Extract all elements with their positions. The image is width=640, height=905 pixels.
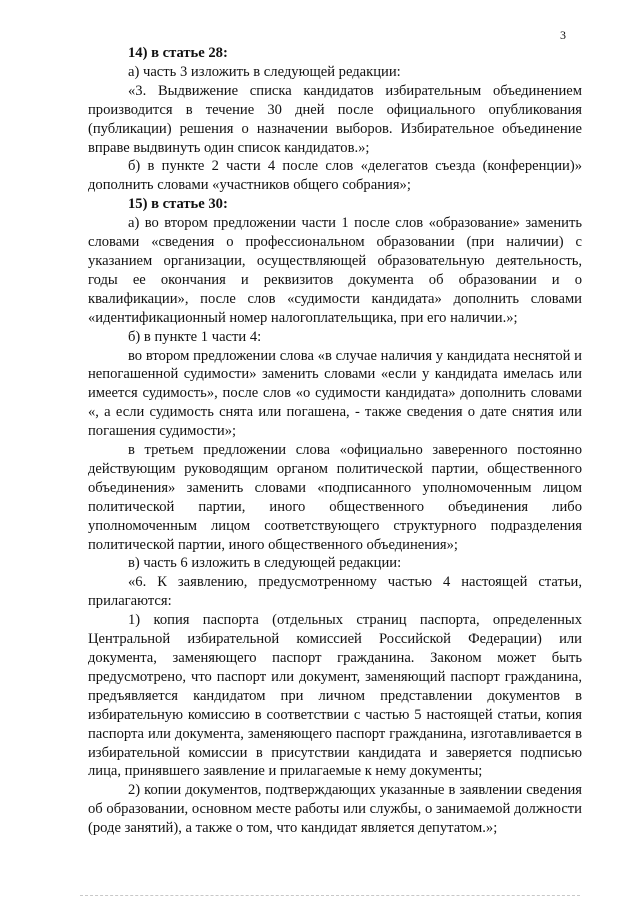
paragraph: б) в пункте 2 части 4 после слов «делегатов съезда (конференции)» дополнить словами «участников общего собрания»; [88, 158, 582, 194]
paragraph: в) часть 6 изложить в следующей редакции: [128, 555, 402, 572]
scan-edge-line [80, 895, 580, 897]
article-30-heading: 15) в статье 30: [128, 196, 228, 213]
paragraph: в третьем предложении слова «официально заверенного постоянно действующим руководящим органом политической партии, общественного объединения» заменить словами «подписанного уполномоченным лицом политической партии, иного общественного объединения либо уполномоченным лицом соответствующего структурного подразделения политической партии, иного общественного объединения»; [88, 442, 582, 553]
page-number: 3 [560, 28, 566, 42]
document-body [88, 44, 582, 838]
article-28-heading: 14) в статье 28: [128, 45, 228, 61]
paragraph: «3. Выдвижение списка кандидатов избирательным объединением производится в течение 30 дней после официального опубликования (публикации) решения о назначении выборов. Избирательное объединение вправе выдвинуть один список кандидатов.»; [88, 82, 582, 156]
paragraph: а) часть 3 изложить в следующей редакции: [128, 63, 401, 80]
paragraph: а) во втором предложении части 1 после слов «образование» заменить словами «сведения о профессиональном образовании (при наличии) с указанием организации, осуществляющей образовательную деятельность, годы ее окончания и реквизитов документа об образовании и о квалификации», после слов «судимости кандидата» дополнить словами «идентификационный номер налогоплательщика, при его наличии.»; [88, 215, 582, 326]
paragraph: б) в пункте 1 части 4: [128, 328, 262, 345]
paragraph: во втором предложении слова «в случае наличия у кандидата неснятой и непогашенной судимости» заменить словами «если у кандидата имелась или имеется судимость», после слов «о судимости кандидата» дополнить словами «, а если судимость снята или погашена, - также сведения о дате снятия или погашения судимости»; [88, 347, 582, 440]
paragraph: «6. К заявлению, предусмотренному частью 4 настоящей статьи, прилагаются: [88, 574, 582, 610]
paragraph: 1) копия паспорта (отдельных страниц паспорта, определенных Центральной избирательной комиссией Российской Федерации) или документа, заменяющего паспорт гражданина. Законом может быть предусмотрено, что паспорт или документ, заменяющий паспорт гражданина, предъявляется кандидатом при личном представлении документов в избирательную комиссию в соответствии с частью 5 настоящей статьи, копия паспорта или документа, заменяющего паспорт гражданина, изготавливается в избирательной комиссии в присутствии кандидата и заверяется подписью лица, принявшего заявление и прилагаемые к нему документы; [88, 612, 582, 780]
paragraph: 2) копии документов, подтверждающих указанные в заявлении сведения об образовании, основном месте работы или службы, о занимаемой должности (роде занятий), а также о том, что кандидат является депутатом.»; [88, 782, 582, 837]
